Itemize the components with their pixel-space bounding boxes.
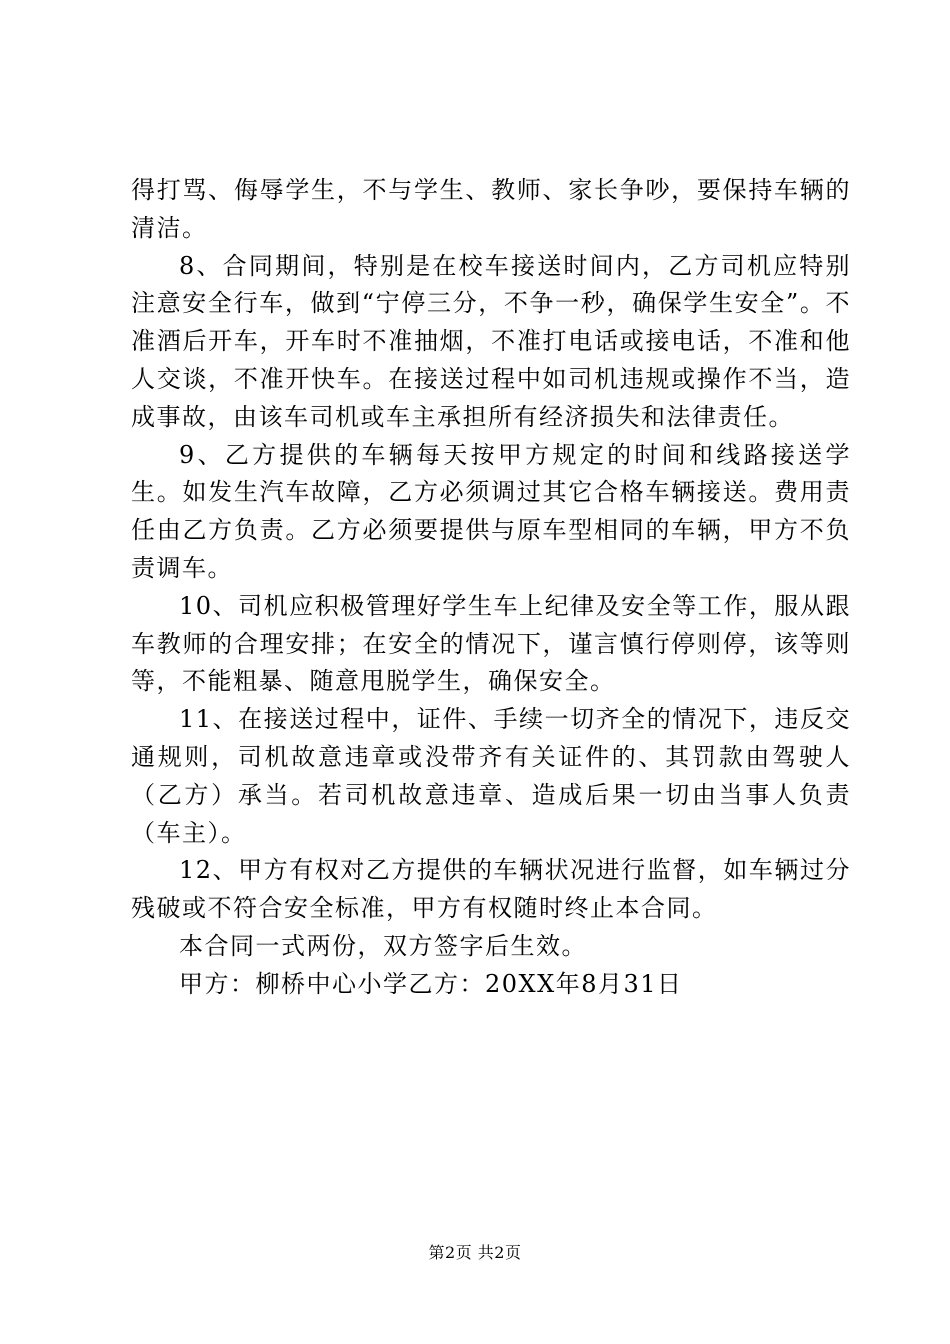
page-number-footer: 第2页 共2页 (428, 1243, 522, 1262)
paragraph-clause-12: 12、甲方有权对乙方提供的车辆状况进行监督，如车辆过分残破或不符合安全标准，甲方有权随时终止本合同。 (131, 856, 851, 923)
contract-body (131, 172, 851, 1004)
paragraph-clause-8: 8、合同期间，特别是在校车接送时间内，乙方司机应特别注意安全行车，做到“宁停三分，不争一秒，确保学生安全”。不准酒后开车，开车时不准抽烟，不准打电话或接电话，不准和他人交谈，不准开快车。在接送过程中如司机违规或操作不当，造成事故，由该车司机或车主承担所有经济损失和法律责任。 (131, 251, 851, 431)
paragraph-conduct-continued: 得打骂、侮辱学生，不与学生、教师、家长争吵，要保持车辆的清洁。 (131, 176, 851, 242)
paragraph-clause-10: 10、司机应积极管理好学生车上纪律及安全等工作，服从跟车教师的合理安排；在安全的情况下，谨言慎行停则停，该等则等，不能粗暴、随意甩脱学生，确保安全。 (131, 591, 851, 696)
paragraph-copies-note: 本合同一式两份，双方签字后生效。 (179, 931, 587, 960)
paragraph-clause-9: 9、乙方提供的车辆每天按甲方规定的时间和线路接送学生。如发生汽车故障，乙方必须调过其它合格车辆接送。费用责任由乙方负责。乙方必须要提供与原车型相同的车辆，甲方不负责调车。 (131, 440, 851, 582)
paragraph-signature-line: 甲方：柳桥中心小学乙方：20XX年8月31日 (179, 969, 683, 998)
paragraph-clause-11: 11、在接送过程中，证件、手续一切齐全的情况下，违反交通规则，司机故意违章或没带齐有关证件的、其罚款由驾驶人（乙方）承当。若司机故意违章、造成后果一切由当事人负责（车主）。 (131, 705, 851, 847)
